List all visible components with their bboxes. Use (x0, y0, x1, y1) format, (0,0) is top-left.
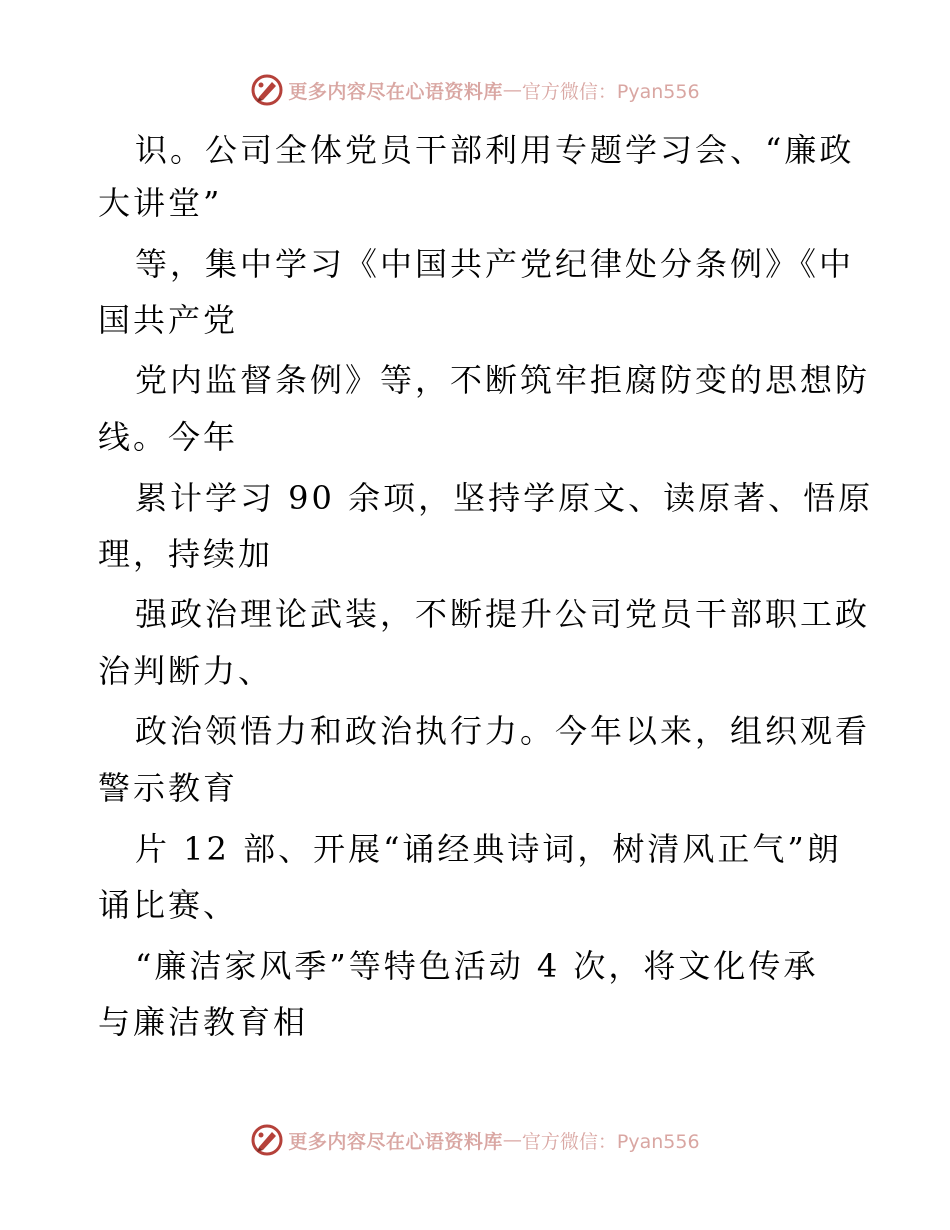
banner-main-text: 更多内容尽在心语资料库 (288, 80, 503, 103)
text-line: 政治领悟力和政治执行力。今年以来，组织观看 (135, 712, 871, 750)
text-line: 累计学习 90 余项，坚持学原文、读原著、悟原 (135, 479, 874, 517)
pen-logo-icon (250, 73, 284, 107)
banner-wechat-text: 官方微信：Pyan556 (521, 80, 700, 103)
text-line: “廉洁家风季”等特色活动 4 次，将文化传承 (135, 947, 819, 985)
pen-logo-icon (250, 1123, 284, 1157)
banner-main-text: 更多内容尽在心语资料库 (288, 1130, 503, 1153)
text-line: 识。公司全体党员干部利用专题学习会、“廉政 (135, 131, 855, 169)
text-line: 治判断力、 (98, 652, 274, 690)
text-line: 线。今年 (98, 418, 239, 456)
text-line: 理，持续加 (98, 535, 274, 573)
banner-separator: — (502, 79, 522, 101)
banner-wechat-text: 官方微信：Pyan556 (521, 1130, 700, 1153)
text-line: 国共产党 (98, 301, 239, 339)
banner-separator: — (502, 1129, 522, 1151)
text-line: 强政治理论武装，不断提升公司党员干部职工政 (135, 595, 871, 633)
header-banner (0, 70, 950, 110)
text-line: 诵比赛、 (98, 886, 239, 924)
text-line: 党内监督条例》等，不断筑牢拒腐防变的思想防 (135, 361, 871, 399)
text-line: 大讲堂” (98, 184, 223, 222)
footer-banner (0, 1120, 950, 1160)
text-line: 等，集中学习《中国共产党纪律处分条例》《中 (135, 245, 855, 283)
text-line: 警示教育 (98, 769, 239, 807)
text-line: 片 12 部、开展“诵经典诗词，树清风正气”朗 (135, 830, 842, 868)
text-line: 与廉洁教育相 (98, 1003, 309, 1041)
